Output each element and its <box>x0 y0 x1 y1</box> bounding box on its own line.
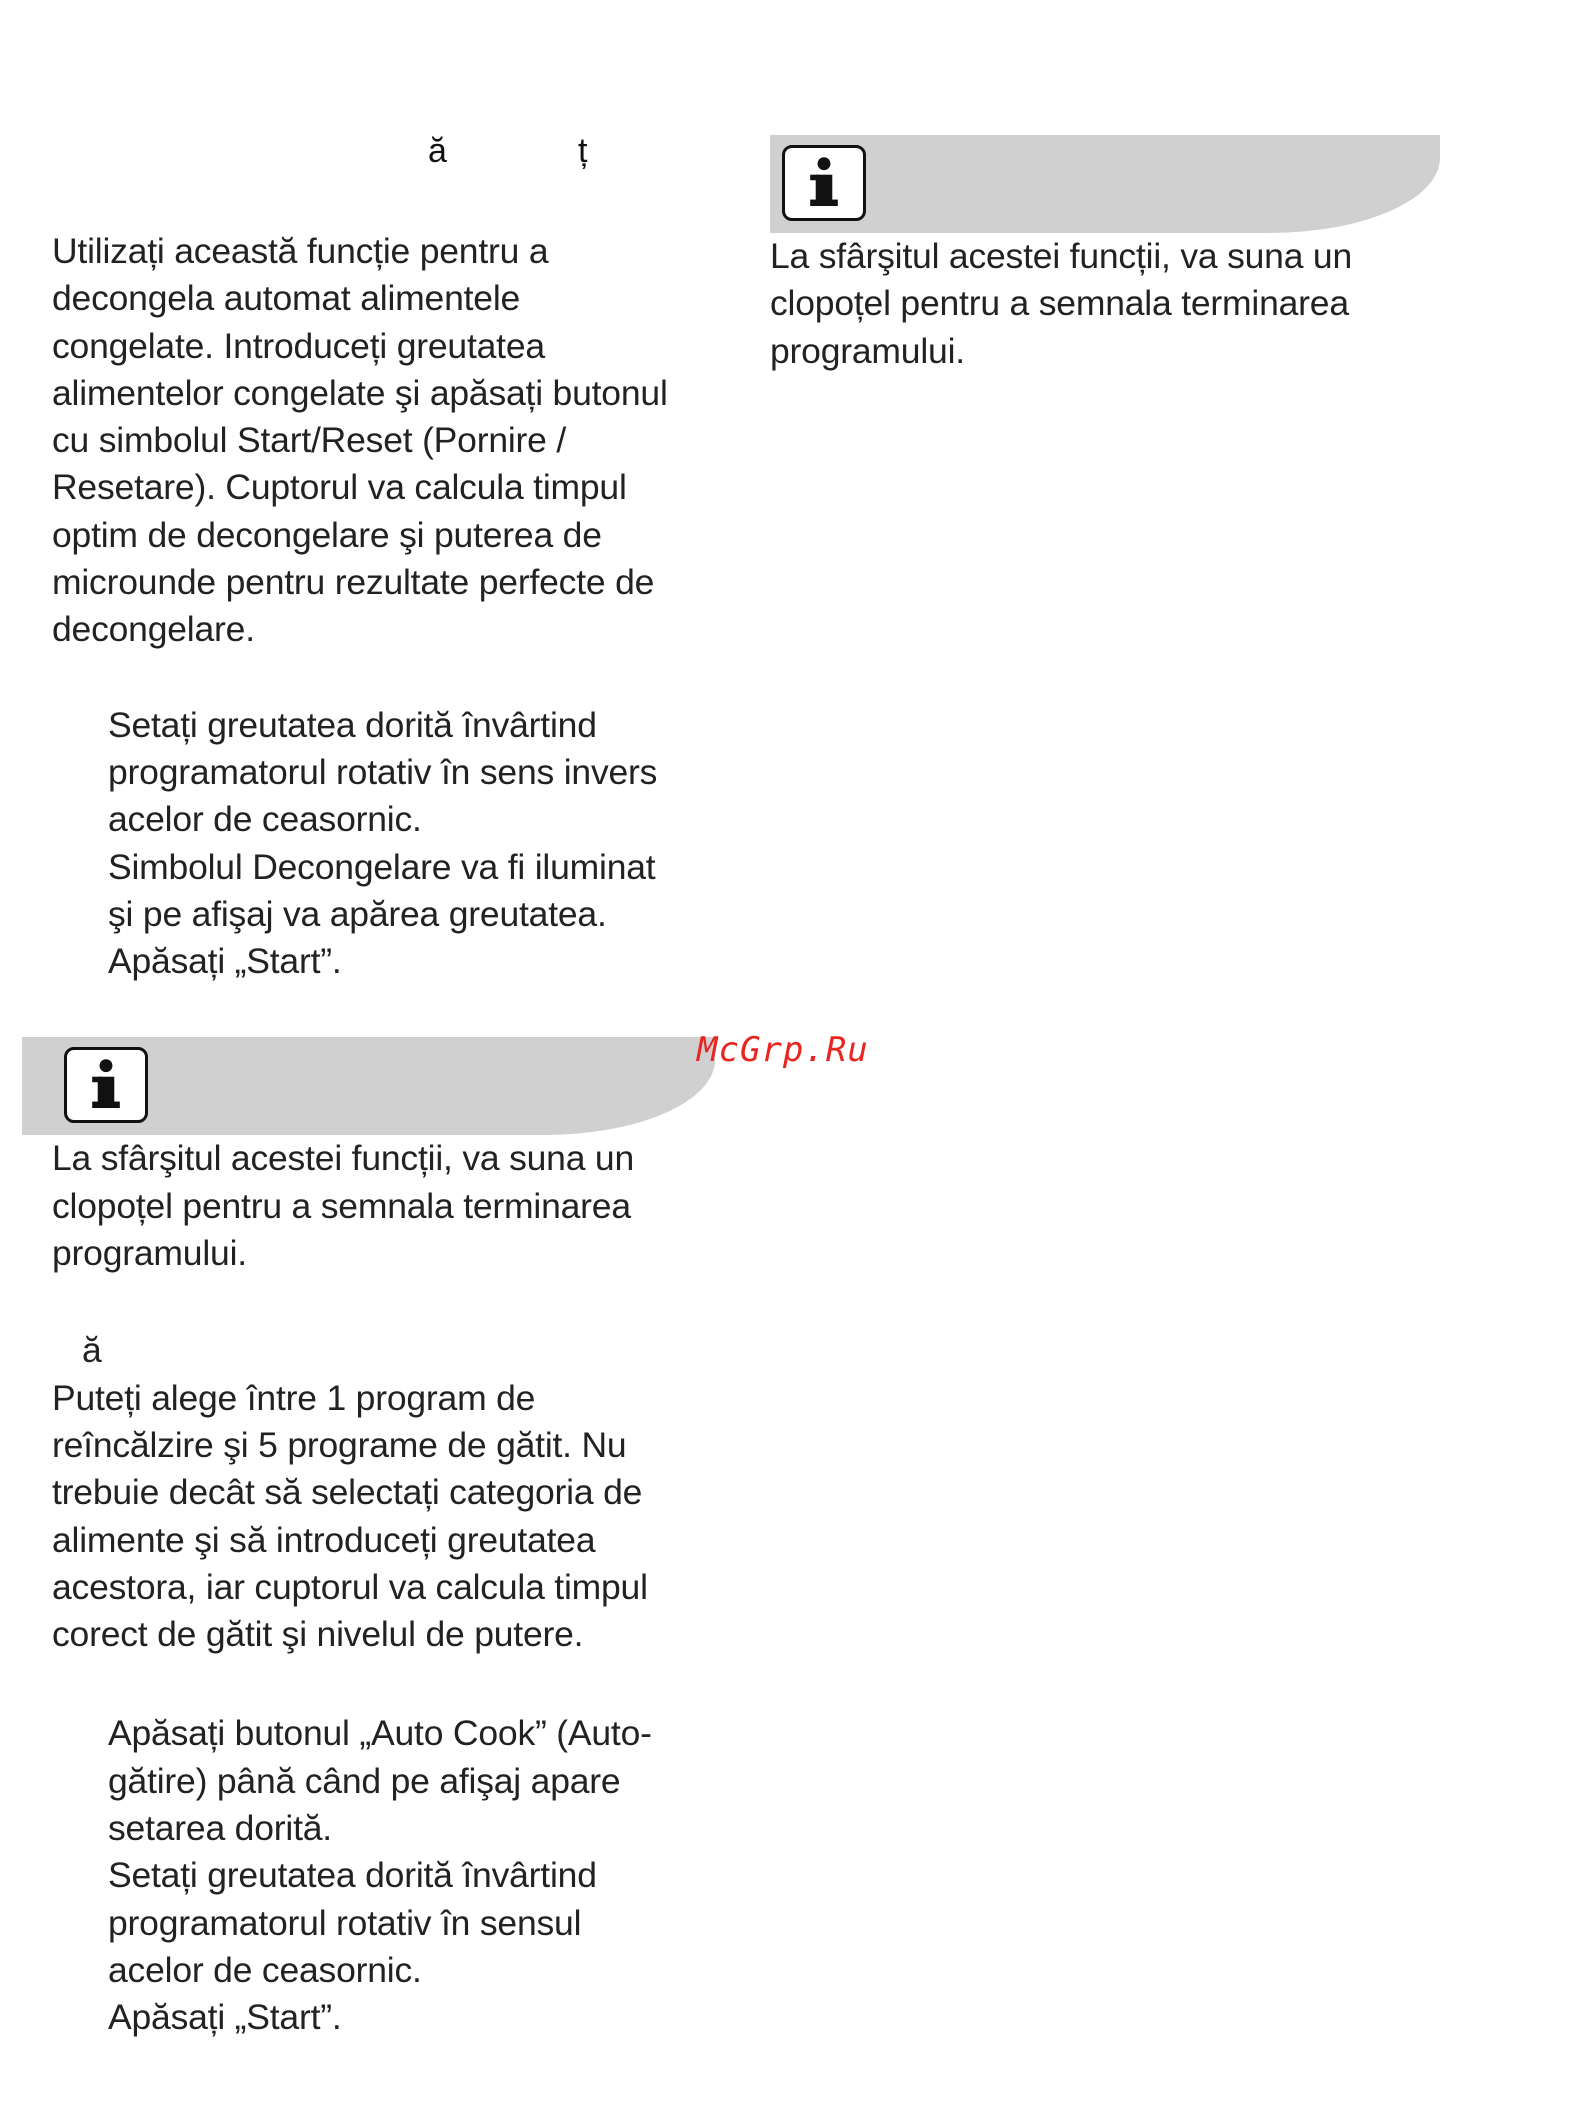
info-bar-right <box>770 135 1440 233</box>
intro-line: trebuie decât să selectați categoria de <box>52 1472 643 1513</box>
step-line: Apăsați butonul „Auto Cook” (Auto- <box>108 1713 652 1754</box>
intro-line: optim de decongelare şi puterea de <box>52 514 602 555</box>
info-bar-left <box>22 1037 715 1135</box>
intro-line: alimente şi să introduceți greutatea <box>52 1519 596 1560</box>
intro-line: Resetare). Cuptorul va calcula timpul <box>52 467 627 508</box>
intro-line: microunde pentru rezultate perfecte de <box>52 562 655 603</box>
intro-line: decongelare. <box>52 609 255 650</box>
step-line: Apăsați „Start”. <box>108 1997 342 2038</box>
left-column <box>52 120 732 2042</box>
step-line: acelor de ceasornic. <box>108 799 422 840</box>
step-line: Apăsați „Start”. <box>108 941 342 982</box>
intro-line: alimentelor congelate şi apăsați butonul <box>52 372 668 413</box>
note-line: clopoțel pentru a semnala terminarea <box>770 283 1349 324</box>
step-line: gătire) până când pe afişaj apare <box>108 1760 621 1801</box>
step-line: programatorul rotativ în sens invers <box>108 751 658 792</box>
intro-line: corect de gătit şi nivelul de putere. <box>52 1614 584 1655</box>
auto-cook-intro <box>52 1375 732 1659</box>
step-line: acelor de ceasornic. <box>108 1949 422 1990</box>
defrost-intro <box>52 228 732 654</box>
intro-line: acestora, iar cuptorul va calcula timpul <box>52 1566 648 1607</box>
step-line: setarea dorită. <box>108 1808 332 1849</box>
step-line: Setați greutatea dorită învârtind <box>108 704 597 745</box>
heading-fragment-2: ț <box>578 132 588 170</box>
note-line: programului. <box>52 1233 247 1274</box>
step-line: Setați greutatea dorită învârtind <box>108 1855 597 1896</box>
step-line: Simbolul Decongelare va fi iluminat <box>108 846 656 887</box>
intro-line: congelate. Introduceți greutatea <box>52 325 545 366</box>
note-line: La sfârşitul acestei funcții, va suna un <box>52 1138 635 1179</box>
intro-line: cu simbolul Start/Reset (Pornire / <box>52 420 567 461</box>
intro-line: Utilizați această funcție pentru a <box>52 231 549 271</box>
intro-line: Puteți alege între 1 program de <box>52 1377 536 1418</box>
note-line: La sfârşitul acestei funcții, va suna un <box>770 236 1353 276</box>
note-line: programului. <box>770 330 965 371</box>
watermark: McGrp.Ru <box>697 1030 869 1070</box>
step-line: şi pe afişaj va apărea greutatea. <box>108 893 607 934</box>
info-note-right <box>770 233 1470 375</box>
defrost-steps <box>52 702 732 986</box>
info-note-left <box>52 1135 732 1277</box>
info-icon <box>782 145 866 221</box>
info-icon <box>64 1047 148 1123</box>
note-line: clopoțel pentru a semnala terminarea <box>52 1185 631 1226</box>
intro-line: decongela automat alimentele <box>52 278 521 319</box>
heading-fragment-1: ă <box>428 132 447 170</box>
intro-line: reîncălzire şi 5 programe de gătit. Nu <box>52 1424 627 1465</box>
step-line: programatorul rotativ în sensul <box>108 1902 582 1943</box>
right-column <box>770 135 1470 375</box>
section-heading-fragment: ă <box>82 1330 102 1371</box>
auto-cook-steps <box>52 1710 732 2041</box>
